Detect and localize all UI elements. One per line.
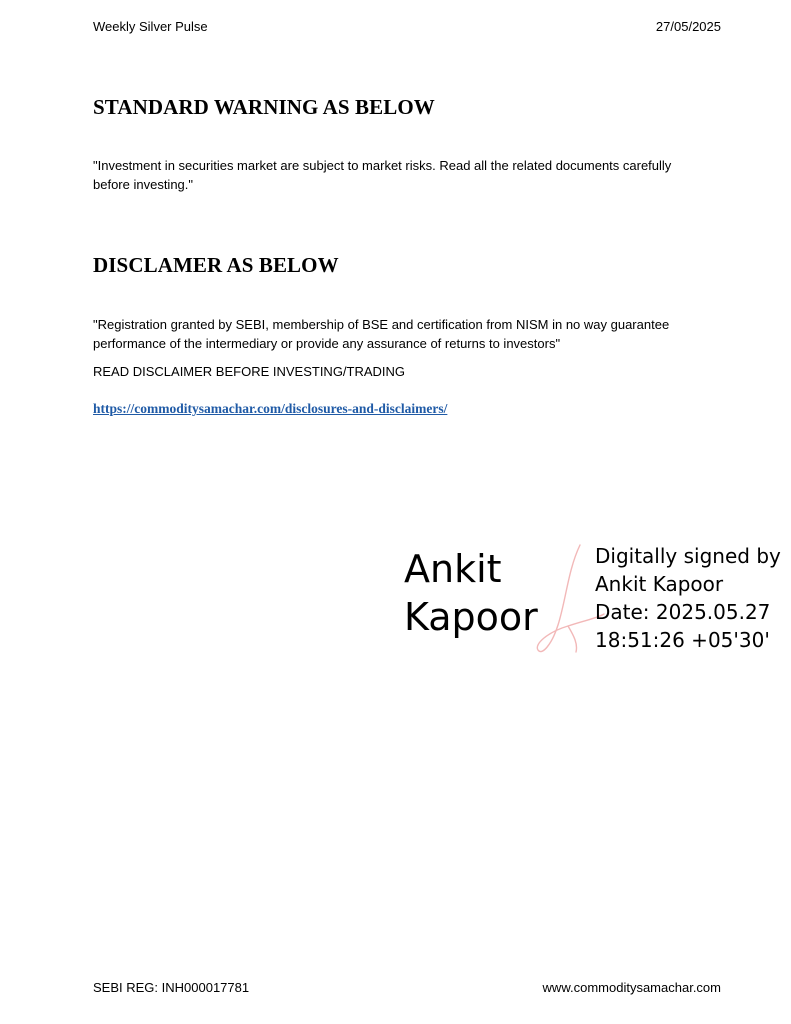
signature-name-first: Ankit (404, 547, 502, 591)
signature-name-last: Kapoor (404, 595, 538, 639)
disclaimer-note: READ DISCLAIMER BEFORE INVESTING/TRADING (93, 364, 406, 379)
signature-detail-line: Digitally signed by (595, 544, 781, 568)
signature-detail-line: 18:51:26 +05'30' (595, 628, 770, 652)
disclaimer-heading: DISCLAMER AS BELOW (93, 253, 339, 277)
header-title: Weekly Silver Pulse (93, 19, 208, 34)
header-date: 27/05/2025 (655, 19, 721, 34)
signature-detail-line: Ankit Kapoor (595, 572, 724, 596)
footer-registration: SEBI REG: INH000017781 (93, 980, 250, 995)
disclaimer-link[interactable]: https://commoditysamachar.com/disclosures-and-disclaimers/ (93, 401, 448, 416)
footer-website: www.commoditysamachar.com (542, 980, 721, 995)
signature-detail-line: Date: 2025.05.27 (595, 600, 771, 624)
warning-text: "Investment in securities market are subject to market risks. Read all the related documents carefully before investing." (93, 158, 672, 192)
warning-heading: STANDARD WARNING AS BELOW (93, 95, 435, 119)
signature-details (595, 542, 785, 654)
disclaimer-text: "Registration granted by SEBI, membership of BSE and certification from NISM in no way guarantee performance of the intermediary or provide any assurance of returns to investors" (93, 317, 670, 351)
